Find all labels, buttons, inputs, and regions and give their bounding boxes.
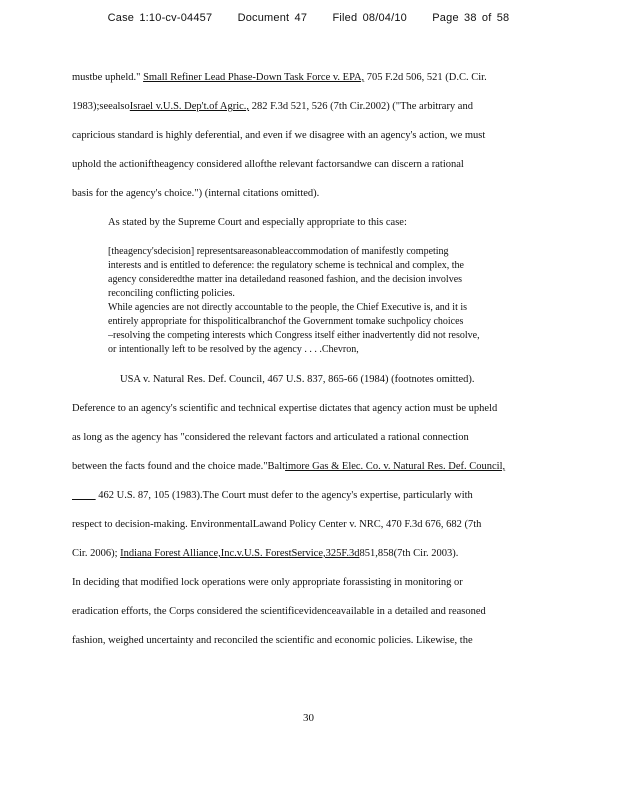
page-indicator: Page 38 of 58 xyxy=(432,12,510,24)
quote-line: entirely appropriate for thispoliticalbranchof the Government tomake suchpolicy choices xyxy=(108,316,464,327)
case-number: Case 1:10-cv-04457 xyxy=(107,12,213,24)
body-line: 462 U.S. 87, 105 (1983).The Court must defer to the agency's expertise, particularly with xyxy=(95,490,473,501)
body-line: In deciding that modified lock operations were only appropriate forassisting in monitoring or xyxy=(72,577,463,588)
quote-line: reconciling conflicting policies. xyxy=(108,288,235,299)
body-line: as long as the agency has "considered the relevant factors and articulated a rational connection xyxy=(72,432,469,443)
quote-line: While agencies are not directly accountable to the people, the Chief Executive is, and it is xyxy=(108,302,468,313)
body-line: uphold the actioniftheagency considered allofthe relevant factorsandwe can discern a rational xyxy=(72,159,464,170)
body-line: fashion, weighed uncertainty and reconciled the scientific and economic policies. Likewise, the xyxy=(72,635,473,646)
body-line: 1983);seealsoIsrael v.U.S. Dep't.of Agric., 282 F.3d 521, 526 (7th Cir.2002) ("The arbitrary and xyxy=(72,101,473,112)
body-line: Deference to an agency's scientific and technical expertise dictates that agency action must be upheld xyxy=(72,403,498,414)
stated-line: As stated by the Supreme Court and especially appropriate to this case: xyxy=(108,217,407,228)
quote-line: interests and is entitled to deference: the regulatory scheme is technical and complex, the xyxy=(108,260,464,271)
body-line: basis for the agency's choice.") (internal citations omitted). xyxy=(72,188,320,199)
body-line: Cir. 2006); Indiana Forest Alliance,Inc.v.U.S. ForestService,325F.3d851,858(7th Cir. 2003). xyxy=(72,548,459,559)
block-quote xyxy=(108,245,542,357)
quote-line: agency consideredthe matter ina detailedand reasoned fashion, and the decision involves xyxy=(108,274,463,285)
body-line: between the facts found and the choice made."Baltimore Gas & Elec. Co. v. Natural Res. Def. Council, xyxy=(72,461,506,472)
filed-date: Filed 08/04/10 xyxy=(332,12,407,24)
body-line: capricious standard is highly deferential, and even if we disagree with an agency's action, we must xyxy=(72,130,486,141)
quote-line: or intentionally left to be resolved by the agency . . . .Chevron, xyxy=(108,344,359,355)
body-line: eradication efforts, the Corps considered the scientificevidenceavailable in a detailed and reasoned xyxy=(72,606,486,617)
body-line: mustbe upheld." Small Refiner Lead Phase-Down Task Force v. EPA, 705 F.2d 506, 521 (D.C. Cir. xyxy=(72,72,487,83)
citation-line: USA v. Natural Res. Def. Council, 467 U.S. 837, 865-66 (1984) (footnotes omitted). xyxy=(120,374,475,385)
quote-line: [theagency'sdecision] representsareasonableaccommodation of manifestly competing xyxy=(108,246,449,257)
page-number: 30 xyxy=(303,712,314,724)
body-line: respect to decision-making. EnvironmentalLawand Policy Center v. NRC, 470 F.3d 676, 682 (7th xyxy=(72,519,482,530)
page-header xyxy=(0,12,617,24)
document-number: Document 47 xyxy=(237,12,308,24)
quote-line: –resolving the competing interests which Congress itself either inadvertently did not resolve, xyxy=(108,330,480,341)
